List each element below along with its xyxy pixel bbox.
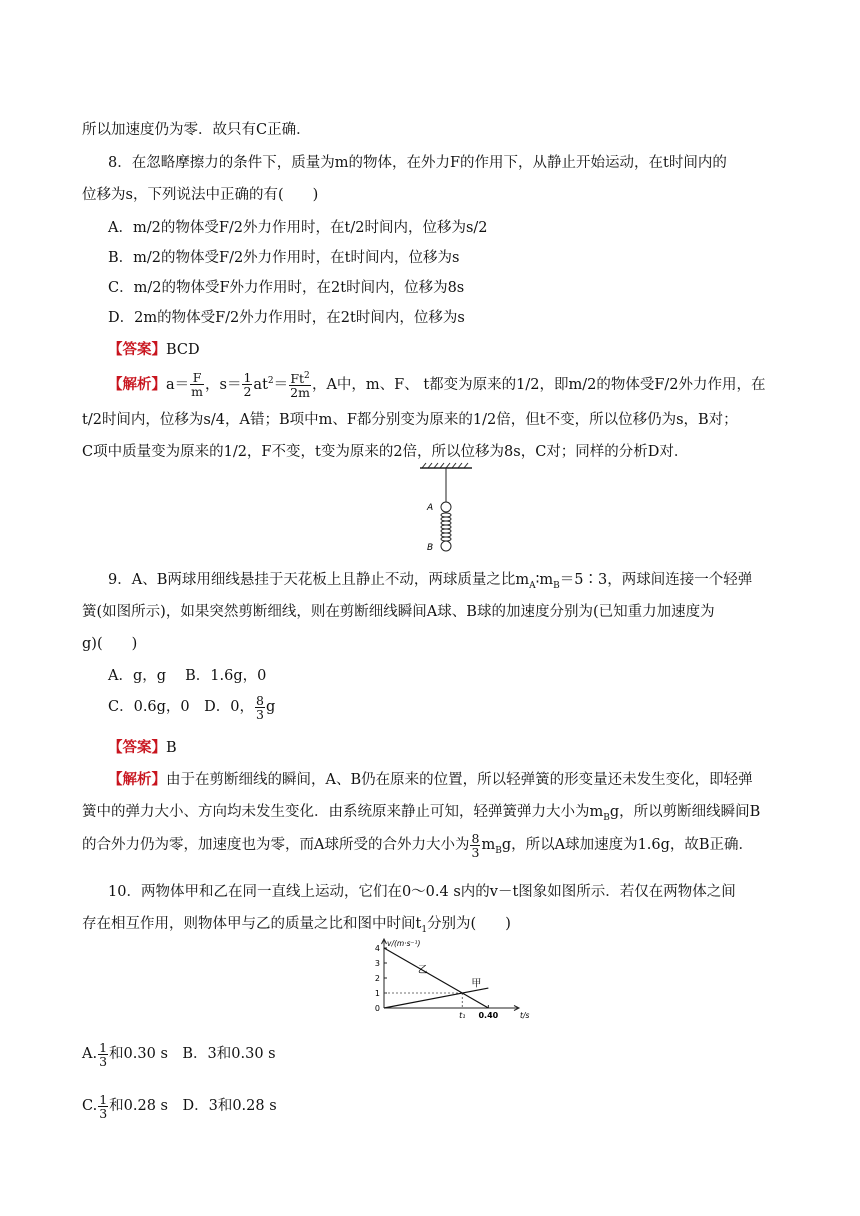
question-9-stem: 9．A、B两球用细线悬挂于天花板上且静止不动，两球质量之比$m_A∶m_B=5∶3$，两球间连接一个轻弹 [108, 572, 753, 591]
question-9-answer [108, 738, 177, 758]
y-tick-label: 1 [374, 989, 380, 998]
ball-a [441, 502, 451, 512]
series-label-jia: 甲 [471, 978, 482, 990]
label-b: B [427, 543, 434, 553]
question-9-explanation-3: 的合外力仍为零，加速度也为零，而A球所受的合外力大小为 $\frac{8}{3}$ $m_Bg$，所以A球加速度为1.6g，故B正确． [82, 830, 754, 860]
answer-tag: 【答案】 [108, 341, 166, 358]
y-tick-label: 4 [374, 944, 380, 953]
formula-text: ，s＝ [205, 376, 242, 393]
question-8-explanation-1: 【解析】a＝ $\frac{F}{m}$ ，s＝ $\frac{1}{2}$ $at^2=$ $\frac{Ft^2}{2m}$ ，A中，m、F、 t都变为原来的1/2，即m/2的物体受F/2外力作用，在 [108, 370, 766, 401]
question-10-stem: 10．两物体甲和乙在同一直线上运动，它们在0～0.4 s内的v－t图象如图所示．若仅在两物体之间 [108, 884, 736, 900]
fraction: $\frac{Ft^2}{2m}$ [290, 371, 310, 401]
x-tick-label-040: 0.40 [478, 1011, 499, 1020]
question-8-explanation-2: t/2时间内，位移为s/4，A错；B项中m、F都分别变为原来的1/2倍，但t不变，所以位移仍为s，B对； [82, 412, 738, 428]
question-8-option-d: D．2m的物体受F/2外力作用时，在2t时间内，位移为s [108, 310, 465, 326]
question-8-explanation-3: C项中质量变为原来的1/2，F不变，t变为原来的2倍，所以位移为8s，C对；同样的分析D对． [82, 444, 689, 460]
fraction: $\frac{1}{2}$ [243, 370, 252, 400]
formula-text: ＝ [273, 376, 289, 393]
fraction: $\frac{1}{3}$ [99, 1039, 108, 1069]
y-axis-label: v/(m·s⁻¹) [387, 939, 421, 948]
question-8-stem-cont: 位移为s，下列说法中正确的有( ) [82, 187, 319, 203]
fraction: $\frac{8}{3}$ [256, 692, 264, 722]
explanation-tag: 【解析】 [108, 375, 166, 393]
spring [441, 513, 451, 541]
y-tick-label: 3 [374, 959, 380, 968]
formula-text: ，A中，m、F、 t都变为原来的1/2，即m/2的物体受F/2外力作用，在 [311, 376, 766, 393]
fraction: $\frac{1}{3}$ [99, 1091, 108, 1121]
answer-value: B [166, 740, 177, 756]
explanation-tag: 【解析】 [108, 771, 166, 788]
question-9-options-cd: C．0.6g，0 D．0， $\frac{8}{3}$ g [108, 692, 276, 722]
question-9-explanation-2: 簧中的弹力大小、方向均未发生变化．由系统原来静止可知，轻弹簧弹力大小为$m_Bg$，所以剪断细线瞬间B [82, 804, 761, 823]
question-10-options-cd: C. $\frac{1}{3}$ 和0.28 s D．3和0.28 s [82, 1091, 277, 1121]
ball-b [441, 541, 451, 551]
y-tick-label: 0 [374, 1004, 380, 1013]
question-8-option-a: A．m/2的物体受F/2外力作用时，在t/2时间内，位移为s/2 [108, 220, 488, 236]
fraction: $\frac{F}{m}$ [191, 370, 204, 400]
question-8-option-c: C．m/2的物体受F外力作用时，在2t时间内，位移为8s [108, 280, 465, 296]
y-tick-label: 2 [374, 974, 380, 983]
series-label-yi: 乙 [417, 964, 428, 976]
formula-text: a＝ [166, 376, 190, 393]
spring-figure [410, 462, 482, 554]
fraction: $\frac{8}{3}$ [471, 830, 480, 860]
text-line: 所以加速度仍为零．故只有C正确． [82, 122, 311, 138]
x-tick-label-t1: t₁ [459, 1011, 466, 1020]
formula-text: at [253, 376, 268, 393]
answer-value: BCD [166, 342, 200, 358]
question-9-stem-end: g)( ) [82, 636, 138, 652]
question-9-explanation-1: 【解析】由于在剪断细线的瞬间，A、B仍在原来的位置，所以轻弹簧的形变量还未发生变化，即轻弹 [108, 771, 753, 788]
question-8-stem: 8．在忽略摩擦力的条件下，质量为m的物体，在外力F的作用下，从静止开始运动，在t时间内的 [108, 155, 727, 171]
label-a: A [427, 503, 434, 513]
question-9-options-ab: A．g，g B．1.6g，0 [108, 668, 267, 684]
question-8-option-b: B．m/2的物体受F/2外力作用时，在t时间内，位移为s [108, 250, 460, 266]
vt-chart [350, 934, 530, 1020]
answer-tag: 【答案】 [108, 739, 166, 756]
question-10-stem-cont: 存在相互作用，则物体甲与乙的质量之比和图中时间$t_1$分别为( ) [82, 916, 511, 935]
question-8-answer [108, 340, 200, 360]
series-line-1 [384, 988, 488, 1008]
question-9-stem-cont: 簧(如图所示)，如果突然剪断细线，则在剪断细线瞬间A球、B球的加速度分别为(已知重力加速度为 [82, 604, 715, 620]
x-axis-label: t/s [520, 1011, 530, 1020]
question-10-options-ab: A. $\frac{1}{3}$ 和0.30 s B．3和0.30 s [82, 1039, 276, 1069]
